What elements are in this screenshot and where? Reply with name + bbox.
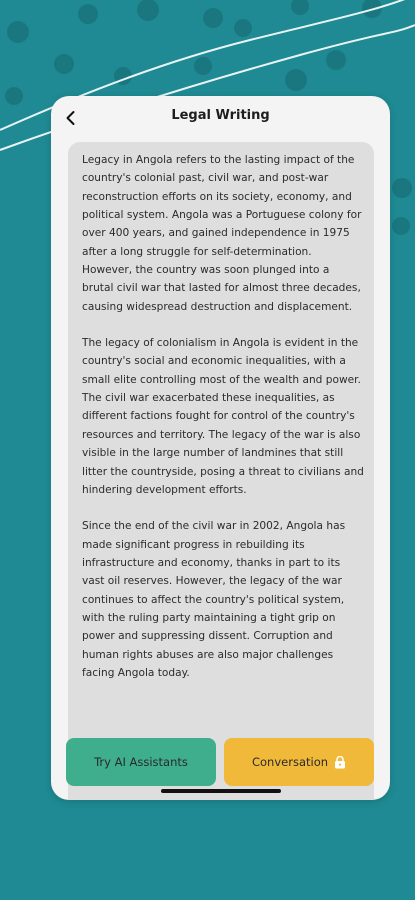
home-indicator [161, 789, 281, 793]
article-paragraph-1: Legacy in Angola refers to the lasting impact of the country's colonial past, civil war, and post-war reconstruction efforts on its society, economy, and political system. Angola was a Portuguese colony for over 400 years, and gained independence in 1975 after a long struggle for self-determination. However, the country was soon plunged into a brutal civil war that lasted for almost three decades, causing widespread destruction and displacement. [82, 154, 362, 313]
try-ai-assistants-label: Try AI Assistants [94, 755, 188, 769]
conversation-label: Conversation [251, 755, 329, 769]
article-text [82, 151, 364, 700]
header [51, 96, 390, 140]
article-paragraph-2: The legacy of colonialism in Angola is evident in the country's social and economic inequalities, with a small elite controlling most of the wealth and power. The civil war exacerbated these inequalities, as different factions fought for control of the country's resources and territory. The legacy of the war is also visible in the large number of landmines that still litter the countryside, posing a threat to civilians and hindering development efforts. [82, 337, 364, 496]
lock-icon [334, 756, 346, 769]
article-paragraph-3: Since the end of the civil war in 2002, Angola has made significant progress in rebuilding its infrastructure and economy, thanks in part to its vast oil reserves. However, the legacy of the war continues to affect the country's political system, with the ruling party maintaining a tight grip on power and suppressing dissent. Corruption and human rights abuses are also major challenges facing Angola today. [82, 520, 346, 679]
conversation-button[interactable] [224, 738, 374, 786]
try-ai-assistants-button[interactable] [66, 738, 216, 786]
legal-writing-card [51, 96, 390, 800]
article-panel[interactable] [68, 142, 374, 800]
page-title: Legal Writing [171, 108, 270, 123]
